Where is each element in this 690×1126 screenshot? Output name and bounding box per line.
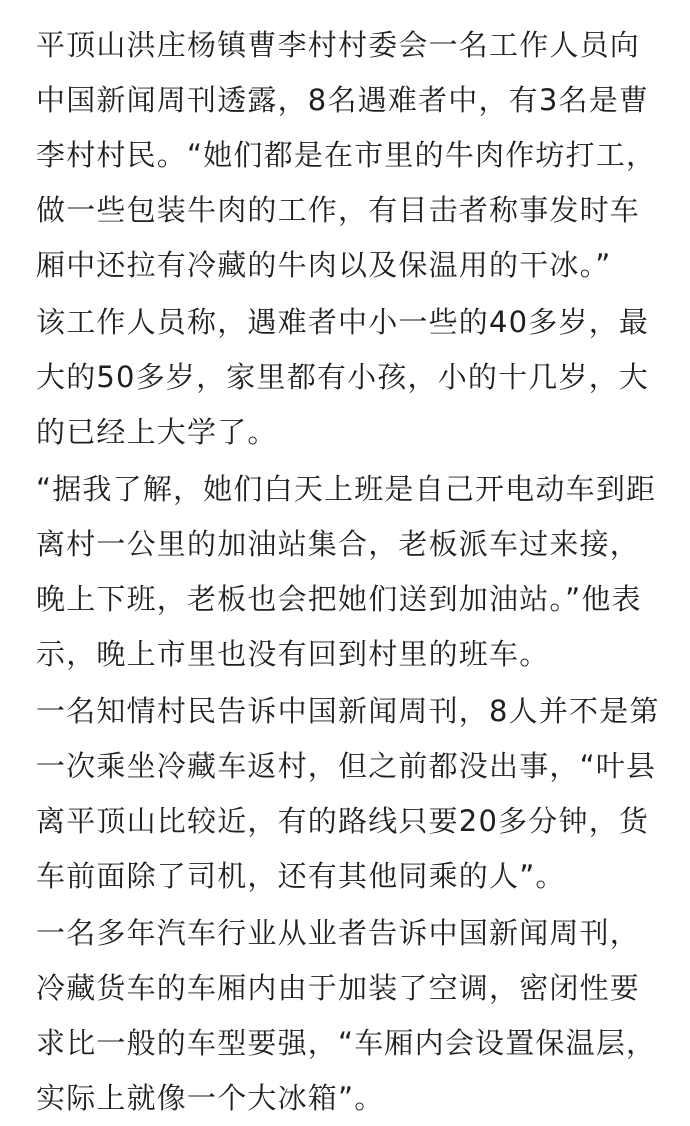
- text-line: 一次乘坐冷藏车返村，但之前都没出事，“叶县: [36, 749, 657, 783]
- paragraph-4: [36, 684, 660, 904]
- paragraph-2: [36, 295, 649, 460]
- text-line: 示，晚上市里也没有回到村里的班车。: [36, 637, 550, 671]
- text-line: 平顶山洪庄杨镇曹李村村委会一名工作人员向: [36, 28, 641, 62]
- text-line: 晚上下班，老板也会把她们送到加油站。”他表: [36, 582, 642, 616]
- text-line: 的已经上大学了。: [36, 415, 278, 449]
- text-line: 中国新闻周刊透露，8名遇难者中，有3名是曹: [36, 83, 650, 117]
- text-line: 李村村民。“她们都是在市里的牛肉作坊打工，: [36, 138, 657, 172]
- text-line: 该工作人员称，遇难者中小一些的40多岁，最: [36, 305, 650, 339]
- paragraph-1: [36, 18, 656, 293]
- text-line: 车前面除了司机，还有其他同乘的人”。: [36, 859, 566, 893]
- text-line: 离平顶山比较近，有的路线只要20多分钟，货: [36, 804, 650, 838]
- text-line: “据我了解，她们白天上班是自己开电动车到距: [36, 472, 657, 506]
- paragraph-5: [36, 906, 656, 1126]
- paragraph-3: [36, 462, 656, 682]
- text-line: 实际上就像一个大冰箱”。: [36, 1081, 385, 1115]
- text-line: 厢中还拉有冷藏的牛肉以及保温用的干冰。”: [36, 248, 612, 282]
- text-line: 冷藏货车的车厢内由于加装了空调，密闭性要: [36, 971, 641, 1005]
- text-line: 做一些包装牛肉的工作，有目击者称事发时车: [36, 193, 641, 227]
- text-line: 大的50多岁，家里都有小孩，小的十几岁，大: [36, 360, 650, 394]
- text-line: 一名知情村民告诉中国新闻周刊，8人并不是第: [36, 694, 660, 728]
- text-line: 求比一般的车型要强，“车厢内会设置保温层，: [36, 1026, 657, 1060]
- text-line: 一名多年汽车行业从业者告诉中国新闻周刊，: [36, 916, 641, 950]
- text-line: 离村一公里的加油站集合，老板派车过来接，: [36, 527, 641, 561]
